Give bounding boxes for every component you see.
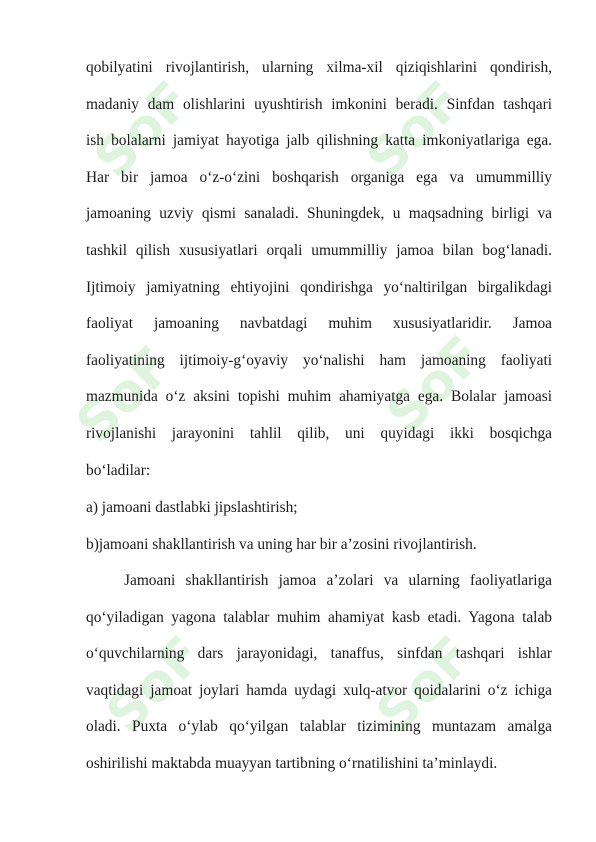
list-item-b: b)jamoani shakllantirish va uning har bir a’zosini rivojlantirish. bbox=[86, 536, 477, 553]
text-line: ish bolalarni jamiyat hayotiga jalb qilishning katta imkoniyatlariga ega. bbox=[86, 132, 552, 150]
text-line: Jamoani shakllantirish jamoa a’zolari va ularning faoliyatlariga bbox=[124, 572, 552, 589]
svg-text:SoF: SoF bbox=[355, 70, 475, 190]
body-paragraph-2 bbox=[86, 563, 552, 783]
text-line: Ijtimoiy jamiyatning ehtiyojini qondirishga yo‘naltirilgan birgalikdagi bbox=[86, 278, 552, 296]
body-paragraph-1 bbox=[86, 50, 552, 489]
text-line: faoliyatining ijtimoiy-g‘oyaviy yo‘nalishi ham jamoaning faoliyati bbox=[86, 351, 552, 369]
text-line: tashkil qilish xususiyatlari orqali umummilliy jamoa bilan bog‘lanadi. bbox=[86, 241, 552, 259]
svg-text:SoF: SoF bbox=[65, 335, 185, 455]
text-line: oshirilishi maktabda muayyan tartibning o‘rnatilishini ta’minlaydi. bbox=[86, 754, 498, 772]
text-line: faoliyat jamoaning navbatdagi muhim xususiyatlaridir. Jamoa bbox=[86, 315, 552, 333]
text-line: vaqtidagi jamoat joylari hamda uydagi xulq-atvor qoidalarini o‘z ichiga bbox=[86, 681, 552, 699]
svg-text:SoF: SoF bbox=[95, 625, 215, 745]
text-line: oladi. Puxta o‘ylab qo‘yilgan talablar tizimining muntazam amalga bbox=[86, 718, 552, 736]
text-line: o‘quvchilarning dars jarayonidagi, tanaffus, sinfdan tashqari ishlar bbox=[86, 645, 552, 663]
text-line: madaniy dam olishlarini uyushtirish imkonini beradi. Sinfdan tashqari bbox=[86, 95, 552, 113]
text-line: jamoaning uzviy qismi sanaladi. Shuningdek, u maqsadning birligi va bbox=[86, 205, 552, 223]
list-item-a: a) jamoani dastlabki jipslashtirish; bbox=[86, 499, 298, 516]
text-line: rivojlanishi jarayonini tahlil qilib, uni quyidagi ikki bosqichga bbox=[86, 424, 552, 442]
text-line: mazmunida o‘z aksini topishi muhim ahamiyatga ega. Bolalar jamoasi bbox=[86, 388, 552, 406]
svg-text:SoF: SoF bbox=[365, 625, 485, 745]
text-line: qobilyatini rivojlantirish, ularning xilma-xil qiziqishlarini qondirish, bbox=[86, 59, 552, 76]
text-line: Har bir jamoa o‘z-o‘zini boshqarish organiga ega va umummilliy bbox=[86, 168, 552, 186]
text-line: bo‘ladilar: bbox=[86, 461, 151, 479]
svg-text:SoF: SoF bbox=[83, 70, 203, 190]
svg-text:SoF: SoF bbox=[375, 325, 495, 445]
text-line: qo‘yiladigan yagona talablar muhim ahamiyat kasb etadi. Yagona talab bbox=[86, 608, 552, 626]
